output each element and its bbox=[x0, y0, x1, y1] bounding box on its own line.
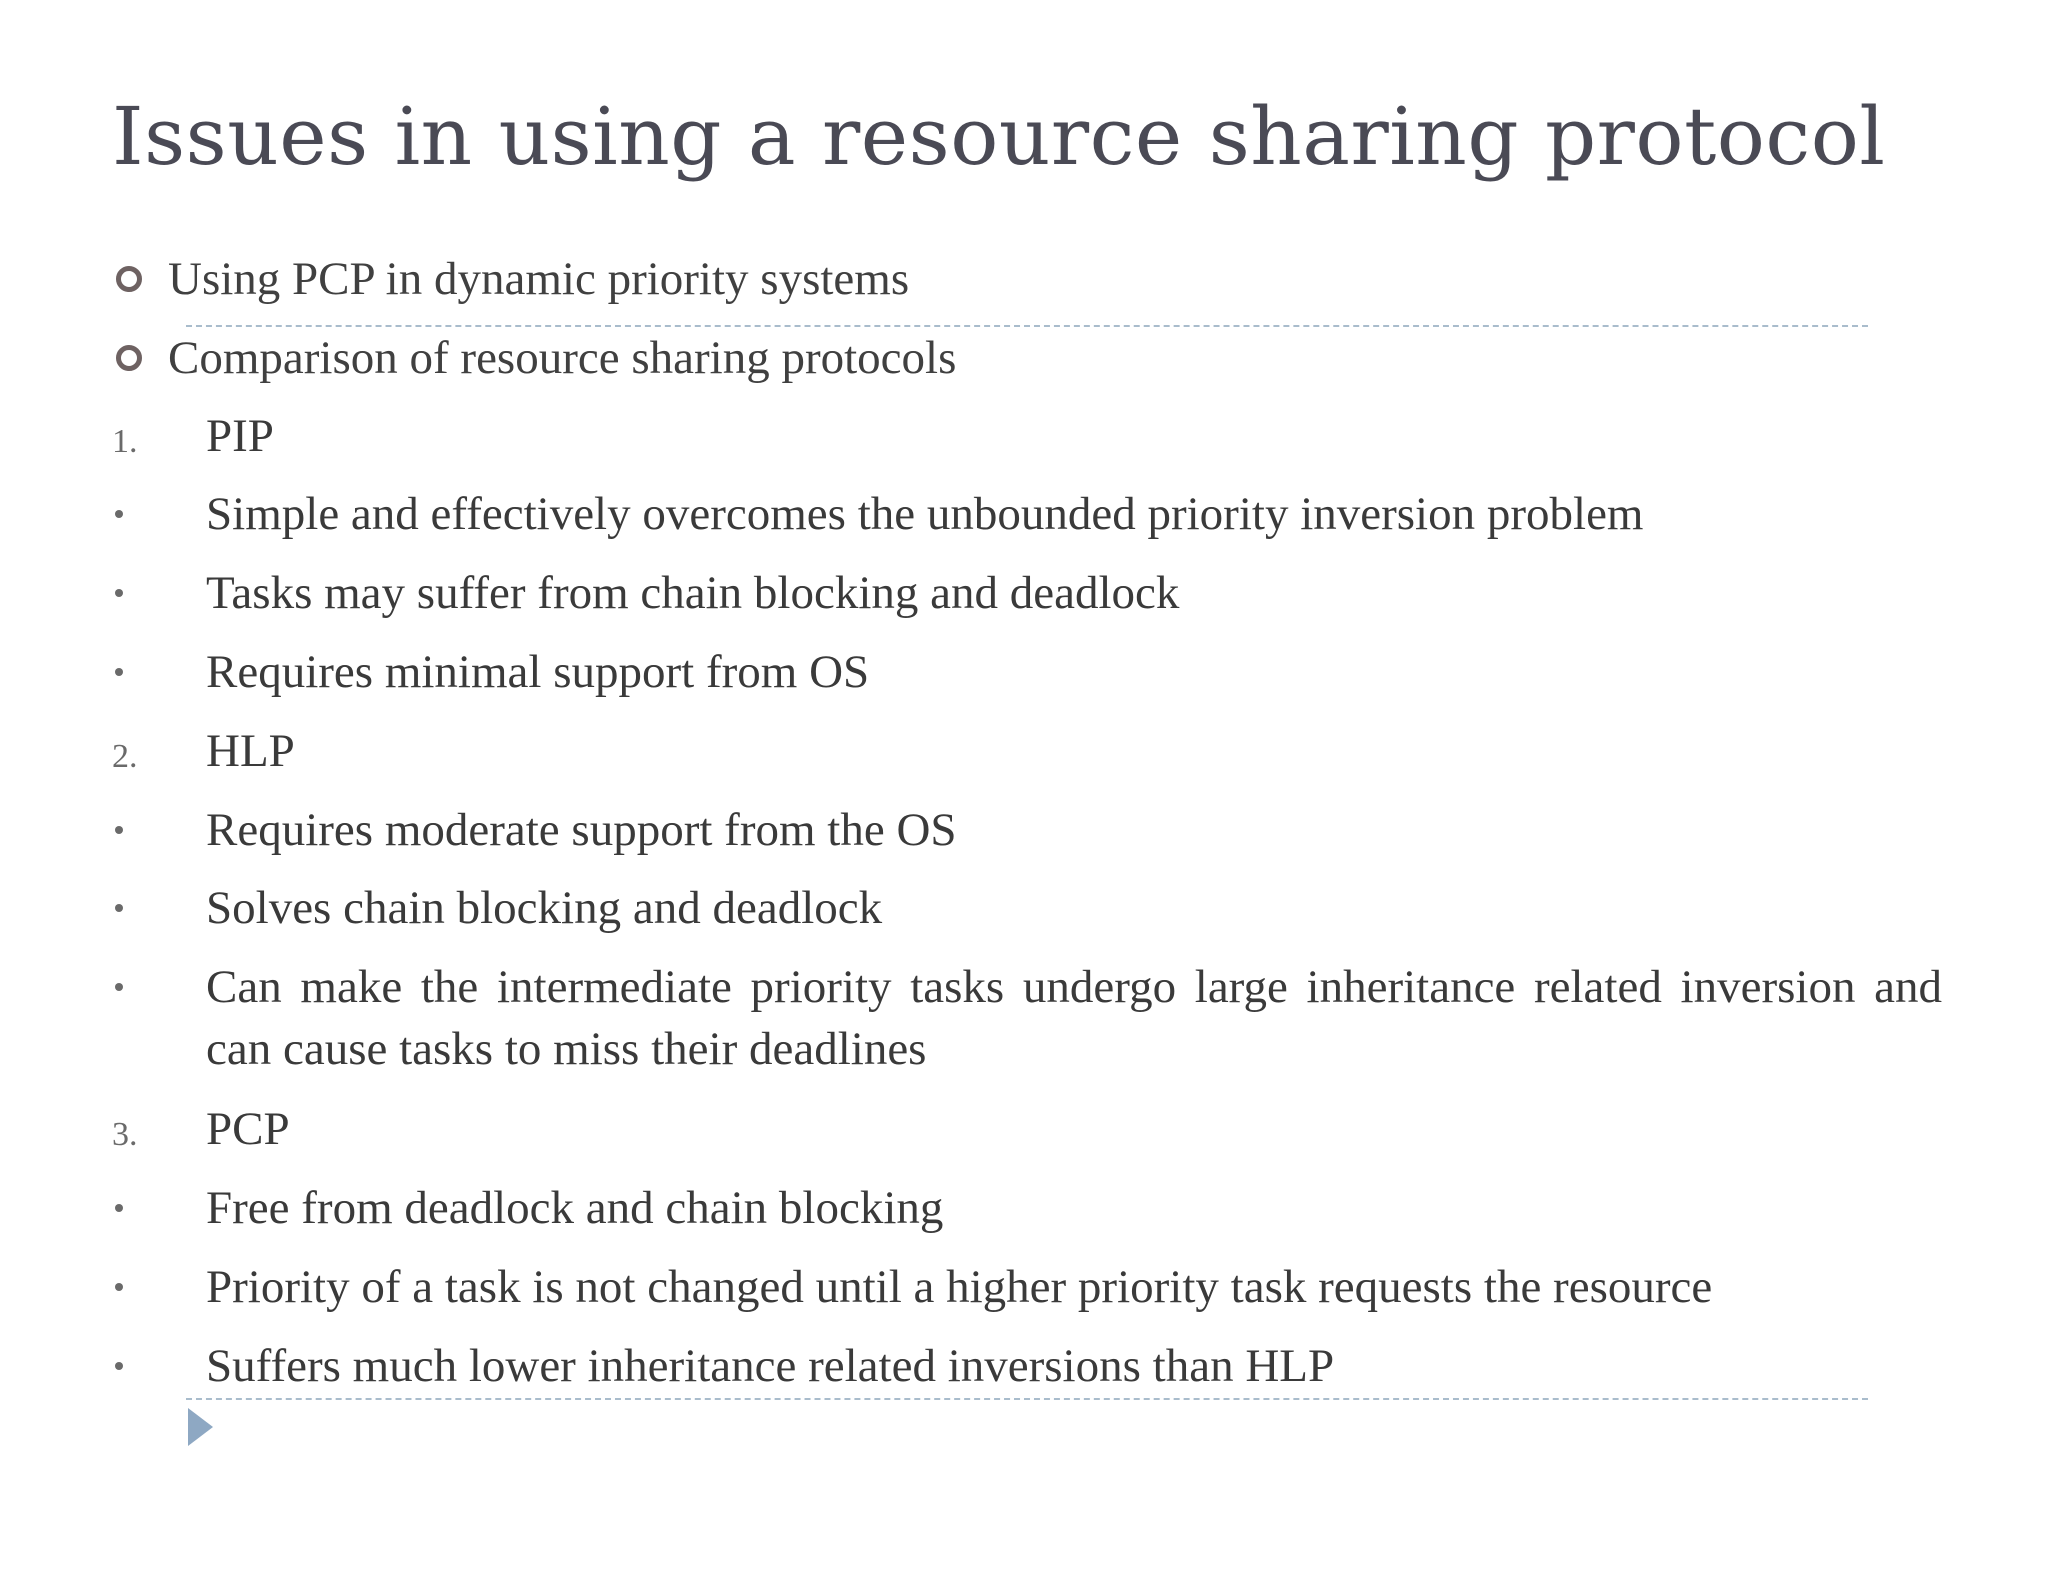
protocol-name: PIP bbox=[206, 410, 274, 462]
bullet-dot-icon bbox=[115, 1283, 123, 1291]
list-item-text: Requires minimal support from OS bbox=[206, 646, 870, 698]
list-item-text: Priority of a task is not changed until a higher priority task requests the resource bbox=[206, 1261, 1713, 1313]
bullet-dot-icon bbox=[115, 1204, 123, 1212]
slide-title: Issues in using a resource sharing protocol bbox=[112, 90, 1886, 183]
bullet-dot-icon bbox=[115, 904, 123, 912]
list-item-text: Free from deadlock and chain blocking bbox=[206, 1182, 944, 1234]
protocol-name: PCP bbox=[206, 1103, 290, 1155]
top-bullet-text: Using PCP in dynamic priority systems bbox=[168, 253, 910, 305]
bullet-dot-icon bbox=[115, 983, 123, 991]
bullet-dot-icon bbox=[115, 668, 123, 676]
list-item-text: Simple and effectively overcomes the unbounded priority inversion problem bbox=[206, 488, 1644, 540]
protocol-name: HLP bbox=[206, 725, 295, 777]
list-item-text: Tasks may suffer from chain blocking and deadlock bbox=[206, 567, 1180, 619]
bullet-dot-icon bbox=[115, 510, 123, 518]
ring-bullet-icon bbox=[116, 345, 142, 371]
bullet-dot-icon bbox=[115, 826, 123, 834]
list-item-text: Can make the intermediate priority tasks undergo large inheritance related inversion and can cause tasks to miss their deadlines bbox=[206, 961, 1942, 1075]
list-number: 3. bbox=[112, 1116, 138, 1153]
top-bullet-text: Comparison of resource sharing protocols bbox=[168, 332, 957, 384]
list-item-text: Solves chain blocking and deadlock bbox=[206, 882, 883, 934]
bullet-dot-icon bbox=[115, 589, 123, 597]
list-item-text: Requires moderate support from the OS bbox=[206, 804, 957, 856]
bullet-dot-icon bbox=[115, 1362, 123, 1370]
ring-bullet-icon bbox=[116, 266, 142, 292]
list-number: 2. bbox=[112, 738, 138, 775]
divider-bottom bbox=[186, 1398, 1868, 1400]
list-item-text: Suffers much lower inheritance related inversions than HLP bbox=[206, 1340, 1335, 1392]
triangle-arrow-icon bbox=[188, 1408, 213, 1446]
list-number: 1. bbox=[112, 423, 138, 460]
